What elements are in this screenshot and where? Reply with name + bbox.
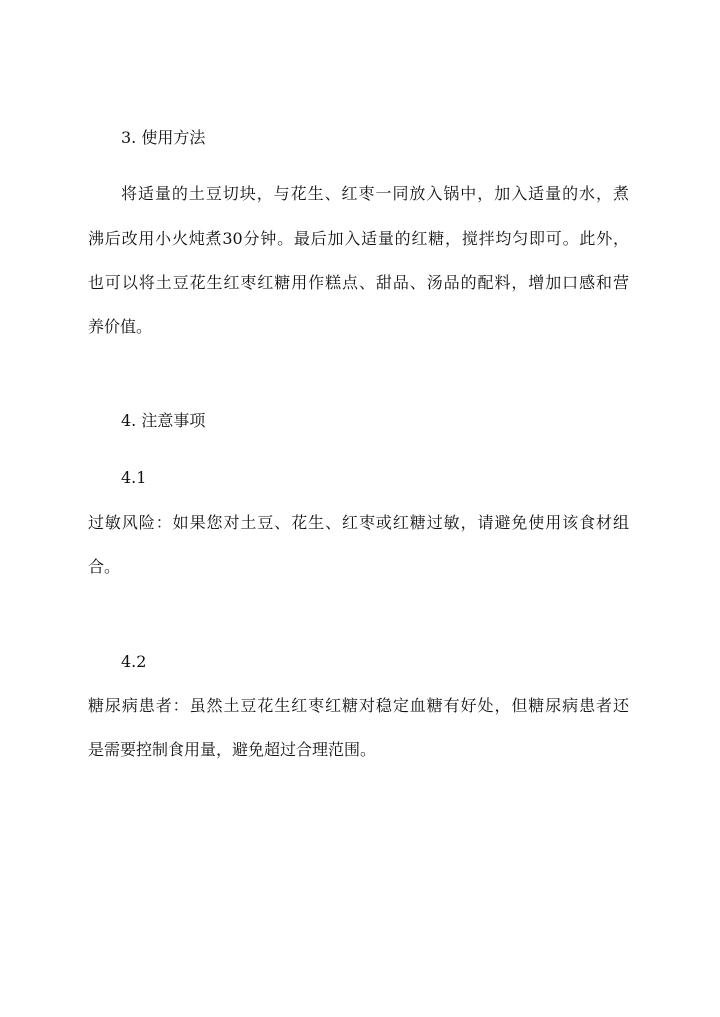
item-4-2-line-2: 是需要控制食用量，避免超过合理范围。: [88, 740, 377, 759]
section-3-line-3: 也可以将土豆花生红枣红糖用作糕点、甜品、汤品的配料，增加口感和营: [88, 273, 629, 292]
section-3-line-1: 将适量的土豆切块，与花生、红枣一同放入锅中，加入适量的水，煮: [121, 184, 629, 203]
section-3-line-2: 沸后改用小火炖煮30分钟。最后加入适量的红糖，搅拌均匀即可。此外，: [88, 229, 629, 248]
section-3-line-4: 养价值。: [88, 317, 153, 336]
item-4-1-number: 4.1: [121, 468, 147, 487]
item-4-2-line-1: 糖尿病患者：虽然土豆花生红枣红糖对稳定血糖有好处，但糖尿病患者还: [88, 696, 629, 715]
section-4-heading: 4. 注意事项: [121, 411, 206, 430]
item-4-1-line-2: 合。: [88, 557, 121, 576]
item-4-2-number: 4.2: [121, 652, 147, 671]
section-3-heading: 3. 使用方法: [121, 128, 206, 147]
item-4-1-line-1: 过敏风险：如果您对土豆、花生、红枣或红糖过敏，请避免使用该食材组: [88, 513, 629, 532]
